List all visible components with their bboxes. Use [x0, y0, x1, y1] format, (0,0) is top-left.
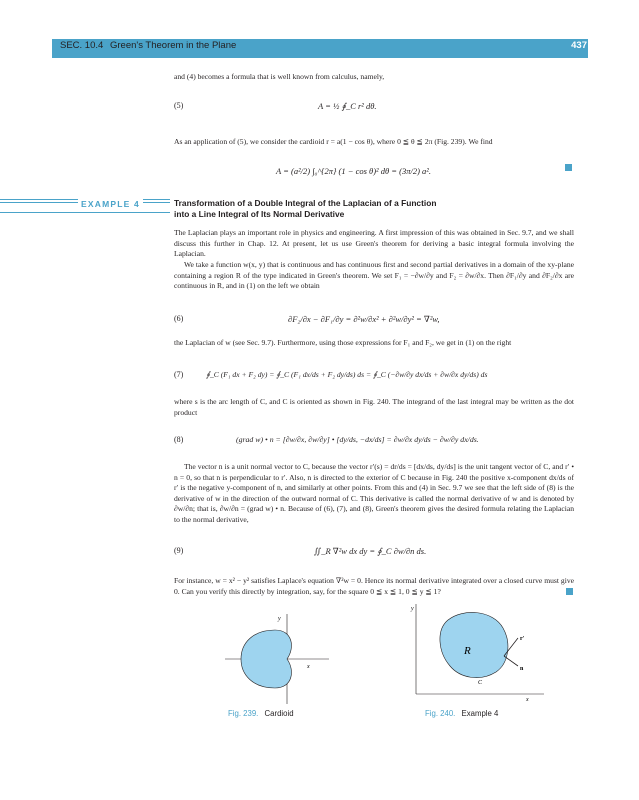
example-title-line1: Transformation of a Double Integral of the Laplacian of a Function: [174, 198, 437, 208]
laplacian-paragraph: The Laplacian plays an important role in physics and engineering. A first impression of this was obtained in Sec. 9.7, and we shall discuss this further in Chap. 12. At present, let us use Green's theorem for deriving a basic integral formula involving the Laplacian.: [174, 228, 574, 259]
eq-cardioid-area: A = (a²/2) ∫₀^{2π} (1 − cos θ)² dθ = (3π/2) a².: [276, 166, 431, 176]
eq6-number: (6): [174, 314, 184, 323]
fig240-region: [408, 600, 548, 704]
section-label: SEC. 10.4: [60, 40, 104, 51]
fig240-normal-arrow: [504, 656, 518, 666]
fig240-x-label: x: [526, 697, 529, 703]
eq7: ∮_C (F₁ dx + F₂ dy) = ∮_C (F₁ dx/ds + F₂ dy/ds) ds = ∮_C (−∂w/∂y dx/ds + ∂w/∂x dy/ds) ds: [206, 370, 488, 379]
eq9: ∬_R ∇²w dx dy = ∮_C ∂w/∂n ds.: [314, 546, 427, 556]
eq7-number: (7): [174, 370, 184, 379]
fig240-curve-c: [440, 612, 508, 677]
example-label: EXAMPLE 4: [78, 199, 143, 209]
fig239-x-label: x: [307, 664, 310, 670]
fig239-caption: [228, 709, 294, 718]
eq8-number: (8): [174, 435, 184, 444]
normal-paragraph: The vector n is a unit normal vector to C, because the vector r′(s) = dr/ds = [dx/ds, dy/ds] is the unit tangent vector of C, and r′ • n = 0, so that n is perpendicular to r′. Also, n is directed to the exterior of C because in Fig. 240 the positive x-component dx/ds of r′ is the negative y-component of n, and similarly at other points. From this and (4) in Sec. 9.7 we see that the left side of (8) is the derivative of w in the direction of the outward normal of C. This derivative is called the normal derivative of w and is denoted by ∂w/∂n; that is, ∂w/∂n = (grad w) • n. Because of (6), (7), and (8), Green's theorem gives the desired formula relating the Laplacian to the normal derivative,: [174, 462, 574, 524]
fig240-title: Example 4: [461, 709, 499, 718]
eq5-number: (5): [174, 101, 184, 110]
fig240-y-label: y: [411, 606, 414, 612]
fig239-y-label: y: [278, 616, 281, 622]
cardioid-paragraph: As an application of (5), we consider the cardioid r = a(1 − cos θ), where 0 ≦ θ ≦ 2π (Fig. 239). We find: [174, 137, 493, 146]
instance-paragraph: For instance, w = x² − y² satisfies Laplace's equation ∇²w = 0. Hence its normal derivative integrated over a closed curve must give 0. Can you verify this directly by integration, say, for the square 0 ≦ x ≦ 1, 0 ≦ y ≦ 1?: [174, 576, 574, 596]
fig239-label: Fig. 239.: [228, 709, 259, 718]
fig239-cardioid-curve: [241, 630, 291, 688]
fig240-caption: [425, 709, 498, 718]
after7-paragraph: where s is the arc length of C, and C is oriented as shown in Fig. 240. The integrand of the last integral may be written as the dot product: [174, 397, 574, 417]
fig239-cardioid: [215, 608, 335, 708]
eq9-number: (9): [174, 546, 184, 555]
fig240-tangent-label: r′: [520, 636, 525, 642]
end-square-2: [566, 588, 573, 595]
page-number: 437: [571, 40, 587, 51]
section-title: Green's Theorem in the Plane: [110, 40, 237, 51]
eq8: (grad w) • n = [∂w/∂x, ∂w/∂y] • [dy/ds, −dx/ds] = ∂w/∂x dy/ds − ∂w/∂y dx/ds.: [236, 435, 479, 444]
fig240-label: Fig. 240.: [425, 709, 456, 718]
fig239-title: Cardioid: [264, 709, 294, 718]
after6-paragraph: the Laplacian of w (see Sec. 9.7). Furthermore, using those expressions for F₁ and F₂, we get in (1) on the right: [174, 338, 512, 347]
eq5: A = ½ ∮_C r² dθ.: [318, 101, 377, 111]
function-paragraph: We take a function w(x, y) that is continuous and has continuous first and second partial derivatives in a domain of the xy-plane containing a region R of the type indicated in Green's theorem. We set F₁ = −∂w/∂y and F₂ = ∂w/∂x. Then ∂F₁/∂y and ∂F₂/∂x are continuous in R, and in (1) on the left we obtain: [174, 260, 574, 291]
example-title-line2: into a Line Integral of Its Normal Derivative: [174, 209, 345, 219]
intro-paragraph: and (4) becomes a formula that is well known from calculus, namely,: [174, 72, 385, 81]
end-square: [565, 164, 572, 171]
fig240-curve-label: C: [478, 680, 483, 686]
fig240-normal-label: n: [520, 666, 524, 672]
fig240-region-label: R: [464, 645, 471, 657]
example-rule-bottom: [0, 212, 170, 213]
eq6: ∂F₂/∂x − ∂F₁/∂y = ∂²w/∂x² + ∂²w/∂y² = ∇²w,: [288, 314, 440, 324]
